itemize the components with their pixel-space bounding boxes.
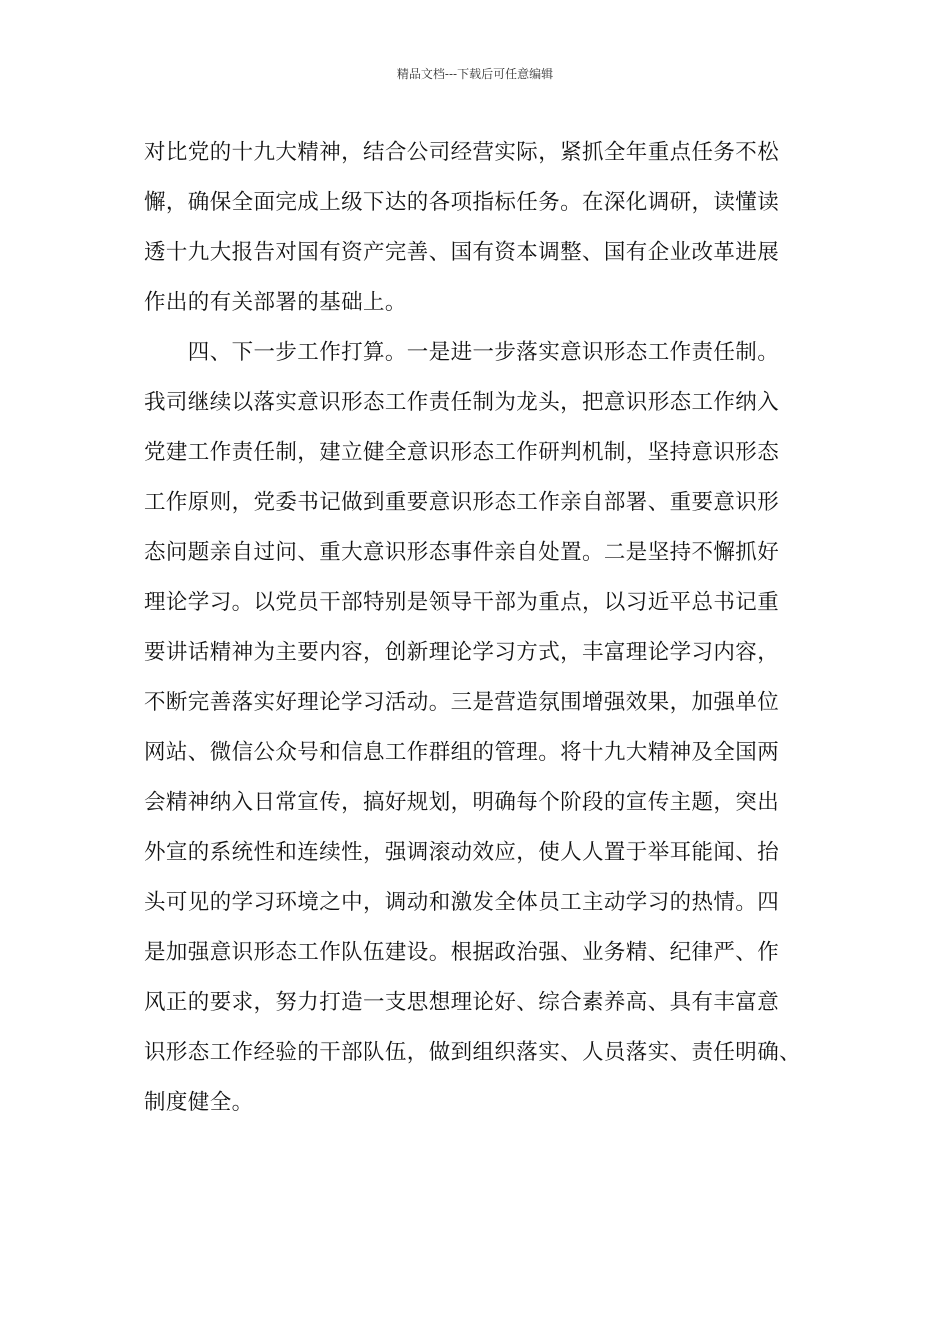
text-line: 是加强意识形态工作队伍建设。根据政治强、业务精、纪律严、作 xyxy=(144,940,780,965)
text-line: 工作原则，党委书记做到重要意识形态工作亲自部署、重要意识形 xyxy=(144,490,780,515)
text-line: 会精神纳入日常宣传，搞好规划，明确每个阶段的宣传主题，突出 xyxy=(144,790,780,815)
text-line: 四、下一步工作打算。一是进一步落实意识形态工作责任制。 xyxy=(144,340,780,365)
text-line: 对比党的十九大精神，结合公司经营实际，紧抓全年重点任务不松 xyxy=(144,140,780,165)
text-line: 懈，确保全面完成上级下达的各项指标任务。在深化调研，读懂读 xyxy=(144,190,780,215)
text-line: 态问题亲自过问、重大意识形态事件亲自处置。二是坚持不懈抓好 xyxy=(144,540,780,565)
text-line: 我司继续以落实意识形态工作责任制为龙头，把意识形态工作纳入 xyxy=(144,390,780,415)
text-line: 头可见的学习环境之中，调动和激发全体员工主动学习的热情。四 xyxy=(144,890,780,915)
text-line: 要讲话精神为主要内容，创新理论学习方式，丰富理论学习内容， xyxy=(144,640,780,665)
text-line: 识形态工作经验的干部队伍，做到组织落实、人员落实、责任明确、 xyxy=(144,1040,802,1065)
body-text xyxy=(144,128,844,1128)
page-header: 精品文档---下载后可任意编辑 xyxy=(396,67,554,81)
text-line: 制度健全。 xyxy=(144,1090,254,1115)
text-line: 风正的要求，努力打造一支思想理论好、综合素养高、具有丰富意 xyxy=(144,990,780,1015)
text-line: 党建工作责任制，建立健全意识形态工作研判机制，坚持意识形态 xyxy=(144,440,780,465)
text-line: 网站、微信公众号和信息工作群组的管理。将十九大精神及全国两 xyxy=(144,740,780,765)
text-line: 透十九大报告对国有资产完善、国有资本调整、国有企业改革进展 xyxy=(144,240,780,265)
text-line: 不断完善落实好理论学习活动。三是营造氛围增强效果，加强单位 xyxy=(144,690,780,715)
text-line: 理论学习。以党员干部特别是领导干部为重点，以习近平总书记重 xyxy=(144,590,780,615)
text-line: 作出的有关部署的基础上。 xyxy=(144,290,407,315)
text-line: 外宣的系统性和连续性，强调滚动效应，使人人置于举耳能闻、抬 xyxy=(144,840,780,865)
